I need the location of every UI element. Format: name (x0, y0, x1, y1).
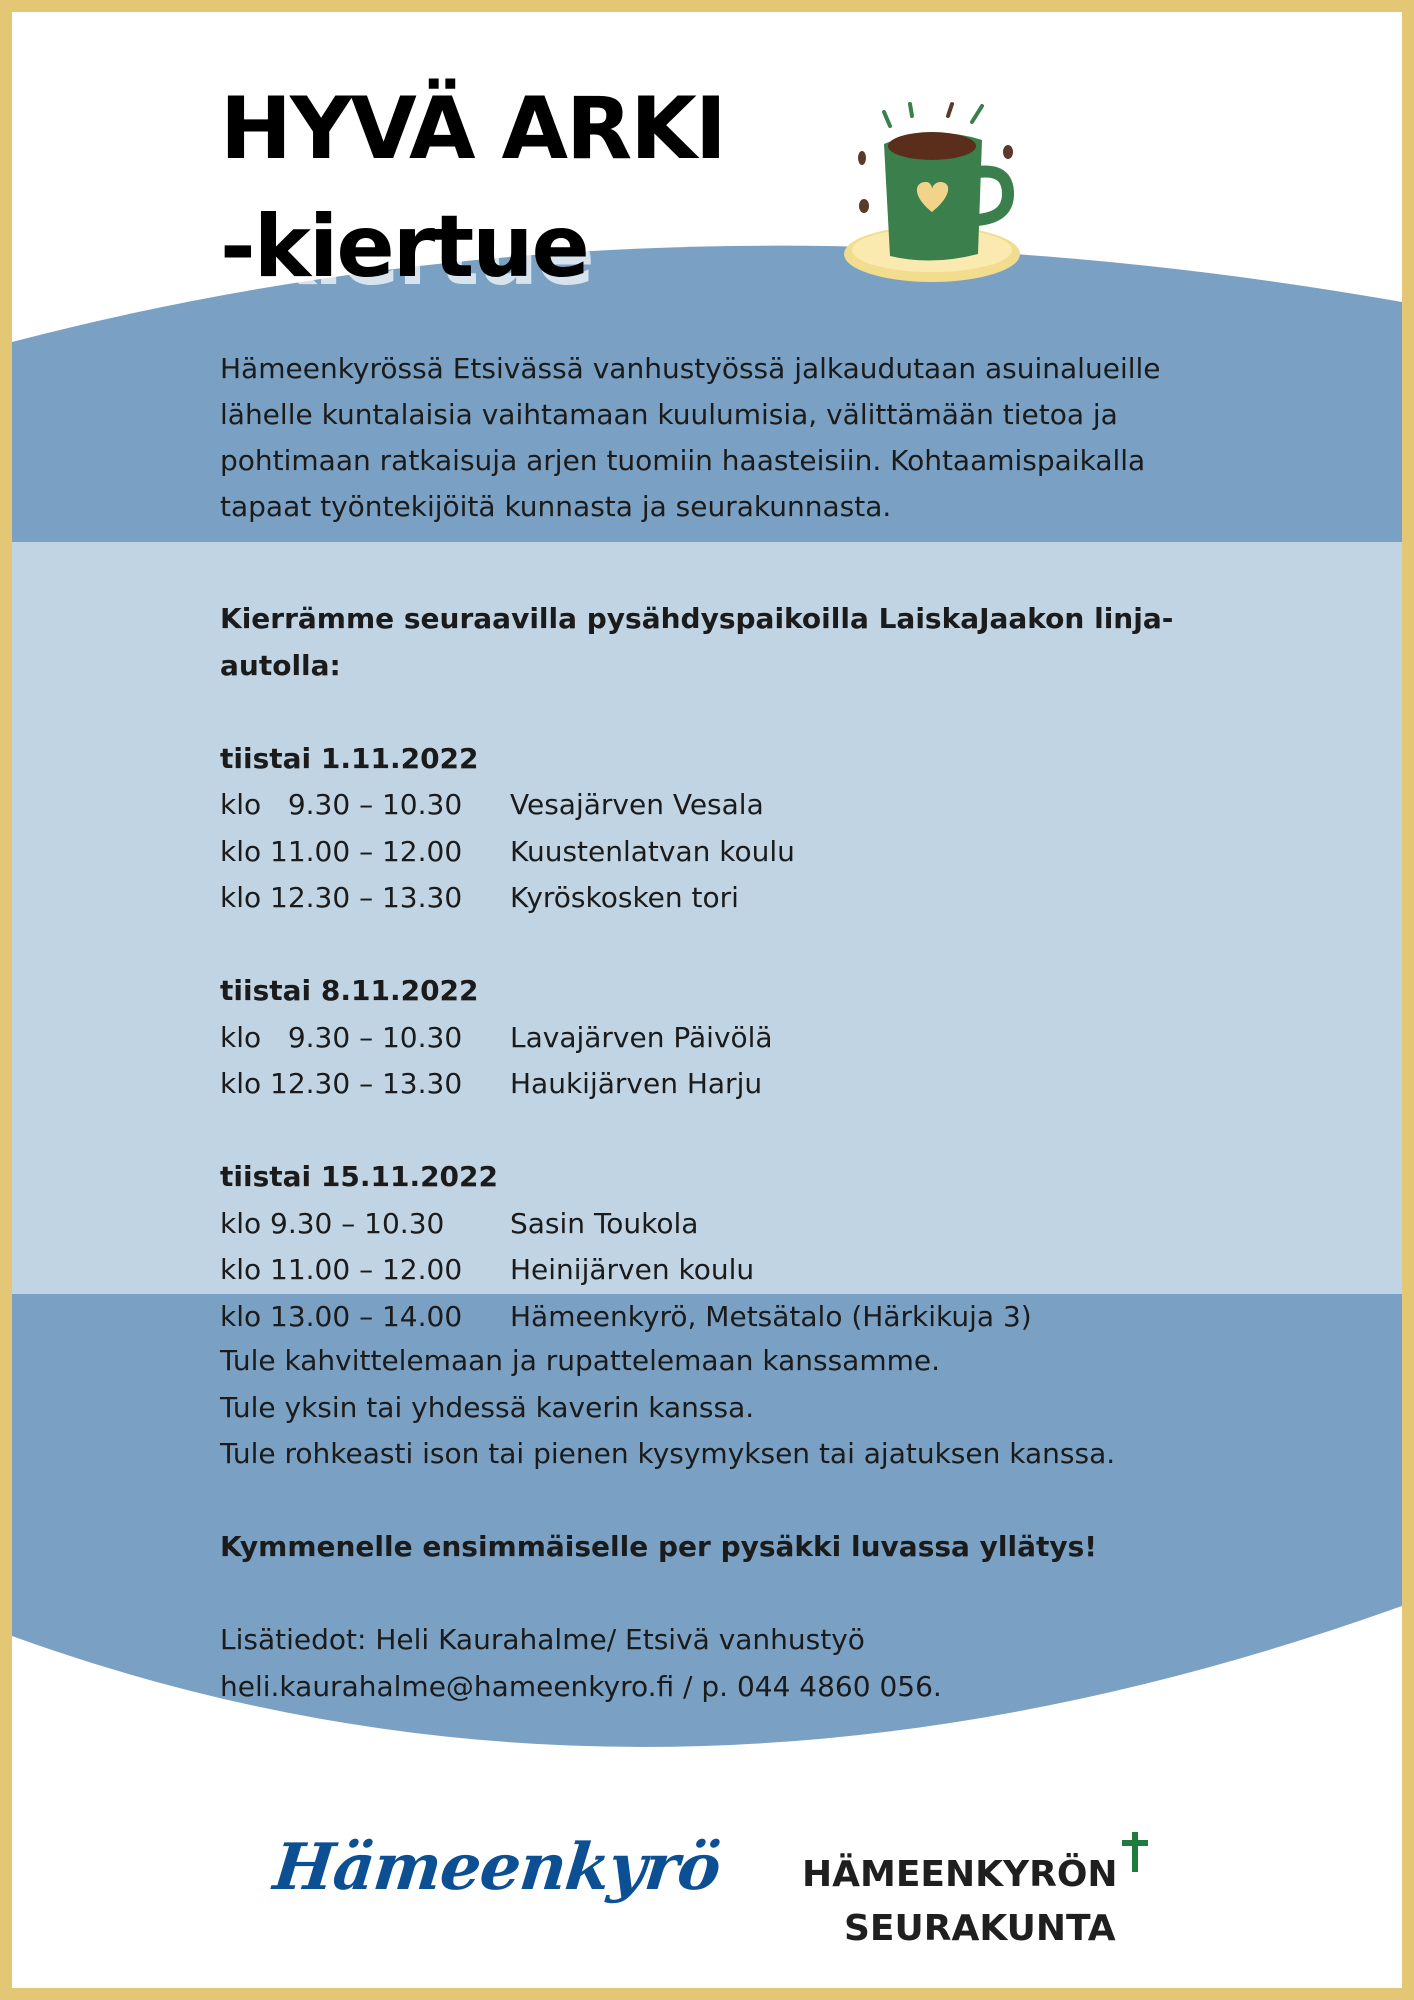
day-date: tiistai 15.11.2022 (220, 1160, 499, 1193)
stop-place: Haukijärven Harju (510, 1067, 763, 1100)
surprise-note: Kymmenelle ensimmäiselle per pysäkki luvassa yllätys! (220, 1530, 1098, 1563)
stop-place: Heinijärven koulu (510, 1253, 755, 1286)
stop-row (220, 875, 1220, 922)
stop-place: Lavajärven Päivölä (510, 1020, 773, 1054)
title-line-1: HYVÄ ARKI (220, 79, 725, 179)
stop-row (220, 1201, 1220, 1248)
schedule-heading: Kierrämme seuraavilla pysähdyspaikoilla LaiskaJaakon linja-autolla: (220, 602, 1174, 682)
cross-icon (1120, 1830, 1150, 1874)
intro-text (220, 346, 1220, 530)
schedule-day (220, 968, 1220, 1108)
stop-time: klo 9.30 – 10.30 (220, 1020, 463, 1054)
parish-logo (802, 1848, 1118, 1956)
stop-place: Sasin Toukola (510, 1206, 699, 1240)
municipality-logo: Hämeenkyrö (270, 1830, 724, 1905)
intro-line: pohtimaan ratkaisuja arjen tuomiin haasteisiin. Kohtaamispaikalla (220, 444, 1146, 477)
intro-line: tapaat työntekijöitä kunnasta ja seurakunnasta. (220, 490, 892, 523)
stop-row (220, 782, 1220, 829)
stop-row (220, 1294, 1220, 1341)
schedule-day (220, 736, 1220, 922)
day-date: tiistai 8.11.2022 (220, 974, 479, 1007)
stop-place: Vesajärven Vesala (510, 788, 764, 821)
invite-section (220, 1338, 1220, 1710)
contact-line: Lisätiedot: Heli Kaurahalme/ Etsivä vanhustyö (220, 1623, 865, 1656)
day-date: tiistai 1.11.2022 (220, 741, 479, 775)
stop-place: Hämeenkyrö, Metsätalo (Härkikuja 3) (510, 1299, 1032, 1333)
coffee-mug-icon (832, 94, 1032, 294)
stop-time: klo 11.00 – 12.00 (220, 834, 463, 868)
invite-line: Tule rohkeasti ison tai pienen kysymyksen tai ajatuksen kanssa. (220, 1437, 1116, 1470)
stop-time: klo 9.30 – 10.30 (220, 1206, 445, 1240)
stop-place: Kuustenlatvan koulu (510, 834, 795, 868)
stop-time: klo 9.30 – 10.30 (220, 788, 463, 821)
parish-logo-line-2: SEURAKUNTA (844, 1908, 1116, 1949)
intro-line: lähelle kuntalaisia vaihtamaan kuulumisia, välittämään tietoa ja (220, 398, 1118, 431)
stop-time: klo 13.00 – 14.00 (220, 1299, 463, 1333)
stop-time: klo 11.00 – 12.00 (220, 1253, 463, 1286)
stop-row (220, 829, 1220, 876)
stop-place: Kyröskosken tori (510, 881, 739, 914)
stop-row (220, 1061, 1220, 1108)
stop-time: klo 12.30 – 13.30 (220, 881, 463, 914)
stop-time: klo 12.30 – 13.30 (220, 1067, 463, 1100)
stop-row (220, 1015, 1220, 1062)
invite-line: Tule yksin tai yhdessä kaverin kanssa. (220, 1390, 755, 1424)
page-title (220, 70, 725, 306)
schedule-section (220, 596, 1220, 1340)
stop-row (220, 1247, 1220, 1294)
schedule-day (220, 1154, 1220, 1340)
intro-line: Hämeenkyrössä Etsivässä vanhustyössä jalkaudutaan asuinalueille (220, 352, 1161, 385)
parish-logo-line-1: HÄMEENKYRÖN (802, 1854, 1118, 1895)
title-line-2: -kiertue (220, 197, 588, 297)
invite-line: Tule kahvittelemaan ja rupattelemaan kanssamme. (220, 1344, 941, 1377)
contact-email-phone: heli.kaurahalme@hameenkyro.fi / p. 044 4860 056. (220, 1669, 942, 1703)
